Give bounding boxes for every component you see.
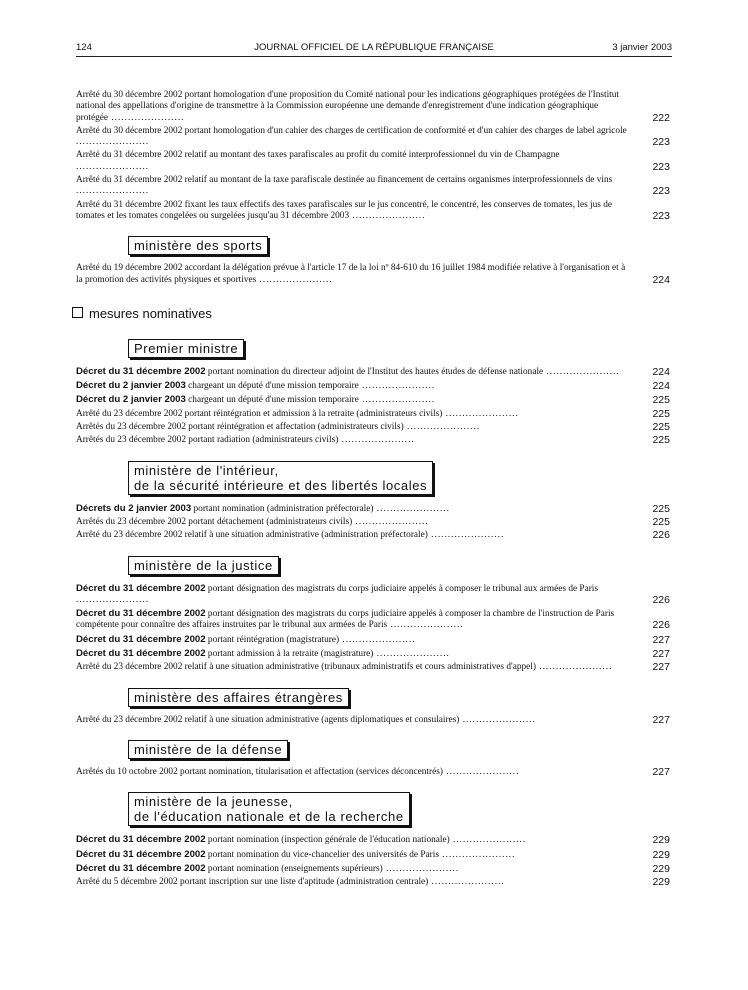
entry-text xyxy=(76,200,628,223)
entry-act-title: Décret du 31 décembre 2002 xyxy=(76,633,206,645)
entry-text xyxy=(76,263,628,286)
entry-act-title: Décret du 31 décembre 2002 xyxy=(76,848,206,860)
entry-text xyxy=(76,150,628,173)
entry-act-title: Décrets du 2 janvier 2003 xyxy=(76,502,192,514)
entry-description: portant désignation des magistrats du corps judiciaire appelés à composer la chambre de l'instruction de Paris compétente pour connaître des affaires instruites par le tribunal aux armées de Paris xyxy=(76,609,615,631)
entry-text xyxy=(76,648,628,660)
dot-leader: ...................... xyxy=(358,395,436,406)
entry-text xyxy=(76,394,628,406)
entry-description: portant nomination (administration préfectorale) xyxy=(191,503,374,514)
entry-description: chargeant un député d'une mission temporaire xyxy=(185,395,359,406)
entry-description: Arrêté du 23 décembre 2002 portant réintégration et admission à la retraite (administrateurs civils) xyxy=(76,408,443,419)
ministry-heading xyxy=(128,740,288,759)
entry-text xyxy=(76,435,628,446)
entry-page-number: 223 xyxy=(652,136,670,149)
entry-page-number: 225 xyxy=(652,515,670,528)
entry-description: Arrêté du 23 décembre 2002 relatif à une situation administrative (administration préfectorale) xyxy=(76,530,428,541)
toc-entry[interactable] xyxy=(76,175,678,198)
dot-leader: ...................... xyxy=(352,516,429,527)
entry-description: Arrêté du 31 décembre 2002 relatif au montant de la taxe parafiscale destinée au financement de certains organismes interprofessionnels de vins xyxy=(76,175,613,186)
entry-page-number: 225 xyxy=(652,502,670,515)
entry-act-title: Décret du 2 janvier 2003 xyxy=(76,380,186,392)
entry-description: Arrêté du 31 décembre 2002 relatif au montant des taxes parafiscales au profit du comité interprofessionnel du vin de Champagne xyxy=(76,150,560,161)
entry-act-title: Décret du 31 décembre 2002 xyxy=(76,862,206,874)
dot-leader: ...................... xyxy=(543,366,620,377)
dot-leader: ...................... xyxy=(438,849,516,860)
entry-page-number: 222 xyxy=(652,111,670,124)
dot-leader: ...................... xyxy=(442,766,520,777)
entry-text xyxy=(76,517,628,528)
entry-page-number: 226 xyxy=(652,529,670,542)
dot-leader: ...................... xyxy=(427,530,505,541)
dot-leader: ...................... xyxy=(76,186,150,197)
dot-leader: ...................... xyxy=(256,274,333,285)
entry-act-title: Décret du 31 décembre 2002 xyxy=(76,648,206,660)
journal-title: JOURNAL OFFICIEL DE LA RÉPUBLIQUE FRANÇAISE xyxy=(254,42,494,53)
toc-entry[interactable] xyxy=(76,715,678,726)
dot-leader: ...................... xyxy=(76,161,150,172)
toc-entry[interactable] xyxy=(76,263,678,286)
entry-text xyxy=(76,422,628,433)
toc-entry[interactable] xyxy=(76,877,678,888)
toc-entry[interactable] xyxy=(76,435,678,446)
page-number: 124 xyxy=(76,42,92,53)
entry-act-title: Décret du 2 janvier 2003 xyxy=(76,394,186,406)
ministry-section xyxy=(76,676,678,726)
entry-text xyxy=(76,409,628,420)
entry-text xyxy=(76,863,628,875)
toc-entry[interactable] xyxy=(76,90,678,124)
ministry-heading-line: ministère de l'intérieur, xyxy=(134,462,279,478)
entry-description: Arrêté du 30 décembre 2002 portant homologation d'un cahier des charges de certification de conformité et d'un cahier des charges de label agricole xyxy=(76,125,627,136)
entry-description: Arrêté du 23 décembre 2002 relatif à une situation administrative (agents diplomatiques et consulaires) xyxy=(76,714,460,725)
entry-description: Arrêtés du 10 octobre 2002 portant nomination, titularisation et affectation (services déconcentrés) xyxy=(76,766,443,777)
entry-page-number: 229 xyxy=(652,848,670,861)
toc-entry[interactable] xyxy=(76,530,678,541)
entry-page-number: 227 xyxy=(652,713,670,726)
entry-text xyxy=(76,530,628,541)
entry-text xyxy=(76,767,628,778)
entry-page-number: 227 xyxy=(652,648,670,661)
dot-leader: ...................... xyxy=(449,835,527,846)
entry-description: Arrêté du 30 décembre 2002 portant homologation d'une proposition du Comité national pour les indications géographiques protégées de l'Institut national des appellations d'origine de transmettre à la Commission européenne une demande d'enregistrement d'une indication géographique protégée xyxy=(76,90,619,123)
toc-entry[interactable] xyxy=(76,422,678,433)
entry-page-number: 224 xyxy=(652,273,670,286)
entry-text xyxy=(76,877,628,888)
entry-page-number: 224 xyxy=(652,380,670,393)
entry-description: portant désignation des magistrats du corps judiciaire appelés à composer le tribunal aux armées de Paris xyxy=(205,583,599,594)
entry-act-title: Décret du 31 décembre 2002 xyxy=(76,608,206,620)
entry-description: Arrêté du 31 décembre 2002 fixant les taux effectifs des taxes parafiscales sur le jus concentré, le concentré, les conserves de tomates, les jus de tomates et les tomates congelées ou surgelées jusqu'au 31 décembre 2003 xyxy=(76,199,613,221)
issue-date: 3 janvier 2003 xyxy=(612,42,672,53)
entry-page-number: 229 xyxy=(652,876,670,889)
toc-entry[interactable] xyxy=(76,849,678,861)
dot-leader: ...................... xyxy=(338,435,415,446)
entry-description: Arrêté du 19 décembre 2002 accordant la délégation prévue à l'article 17 de la loi nº 84-610 du 16 juillet 1984 modifiée relative à l'organisation et à la promotion des activités physiques et sportives xyxy=(76,263,626,285)
ministry-section xyxy=(76,449,678,542)
entry-page-number: 223 xyxy=(652,209,670,222)
mesures-nominatives-heading xyxy=(72,306,678,321)
toc-entry[interactable] xyxy=(76,834,678,846)
entry-page-number: 225 xyxy=(652,434,670,447)
entry-description: portant réintégration (magistrature) xyxy=(205,634,340,645)
dot-leader: ...................... xyxy=(358,381,436,392)
ministry-heading-line: ministère des affaires étrangères xyxy=(134,689,343,705)
ministry-heading xyxy=(128,236,268,255)
entry-page-number: 226 xyxy=(652,593,670,606)
dot-leader: ...................... xyxy=(373,503,450,514)
entry-page-number: 225 xyxy=(652,407,670,420)
entry-description: portant nomination (inspection générale de l'éducation nationale) xyxy=(205,835,450,846)
dot-leader: ...................... xyxy=(403,422,481,433)
toc-entry[interactable] xyxy=(76,126,678,149)
dot-leader: ...................... xyxy=(339,634,416,645)
entry-description: portant nomination du directeur adjoint de l'Institut des hautes études de défense nationale xyxy=(205,366,544,377)
ministry-section xyxy=(76,728,678,778)
entry-text xyxy=(76,715,628,726)
dot-leader: ...................... xyxy=(382,863,460,874)
entry-description: Arrêtés du 23 décembre 2002 portant radiation (administrateurs civils) xyxy=(76,435,339,446)
ministry-section xyxy=(76,780,678,888)
entry-text xyxy=(76,126,628,149)
ministry-heading-line: ministère de la défense xyxy=(134,741,283,757)
dot-leader: ...................... xyxy=(459,714,536,725)
ministry-heading xyxy=(128,556,279,575)
toc-entry[interactable] xyxy=(76,608,678,632)
entry-description: portant nomination (enseignements supérieurs) xyxy=(205,863,383,874)
entry-description: chargeant un député d'une mission temporaire xyxy=(185,381,359,392)
entry-text xyxy=(76,90,628,124)
entry-text xyxy=(76,849,628,861)
entry-page-number: 224 xyxy=(652,365,670,378)
checkbox-square-icon xyxy=(72,307,83,318)
entry-text xyxy=(76,380,628,392)
ministry-section xyxy=(76,224,678,286)
ministry-heading-line: de l'éducation nationale et de la recherche xyxy=(134,809,404,825)
dot-leader: ...................... xyxy=(442,408,519,419)
entry-page-number: 225 xyxy=(652,421,670,434)
toc-entry[interactable] xyxy=(76,503,678,515)
entry-page-number: 227 xyxy=(652,661,670,674)
entry-page-number: 223 xyxy=(652,185,670,198)
entry-description: Arrêtés du 23 décembre 2002 portant détachement (administrateurs civils) xyxy=(76,516,353,527)
ministry-heading-line: ministère des sports xyxy=(134,238,263,254)
mesures-nominatives-label: mesures nominatives xyxy=(89,305,212,321)
toc-entry[interactable] xyxy=(76,583,678,607)
dot-leader: ...................... xyxy=(108,112,185,123)
ministry-heading xyxy=(128,461,433,495)
entry-act-title: Décret du 31 décembre 2002 xyxy=(76,365,206,377)
toc-entry[interactable] xyxy=(76,380,678,392)
page-header xyxy=(76,42,672,58)
ministry-section xyxy=(76,544,678,674)
entry-page-number: 223 xyxy=(652,160,670,173)
toc-entry[interactable] xyxy=(76,517,678,528)
entry-page-number: 225 xyxy=(652,394,670,407)
toc-entry[interactable] xyxy=(76,366,678,378)
ministry-heading-line: Premier ministre xyxy=(134,340,239,356)
dot-leader: ...................... xyxy=(76,594,150,605)
entry-description: portant nomination du vice-chancelier des universités de Paris xyxy=(205,849,439,860)
ministry-heading-line: ministère de la justice xyxy=(134,557,273,573)
entry-act-title: Décret du 31 décembre 2002 xyxy=(76,834,206,846)
header-rule xyxy=(76,56,672,57)
entry-page-number: 226 xyxy=(652,619,670,632)
entry-text xyxy=(76,503,628,515)
entry-text xyxy=(76,175,628,198)
dot-leader: ...................... xyxy=(387,620,464,631)
entry-text xyxy=(76,634,628,646)
entry-page-number: 227 xyxy=(652,765,670,778)
dot-leader: ...................... xyxy=(373,649,450,660)
entry-description: Arrêtés du 23 décembre 2002 portant réintégration et affectation (administrateurs civils) xyxy=(76,422,404,433)
entry-page-number: 229 xyxy=(652,834,670,847)
ministry-heading xyxy=(128,688,349,707)
toc-entry[interactable] xyxy=(76,150,678,173)
toc-entry[interactable] xyxy=(76,648,678,660)
table-of-contents xyxy=(76,90,678,890)
entry-page-number: 227 xyxy=(652,633,670,646)
toc-entry[interactable] xyxy=(76,662,678,673)
entry-act-title: Décret du 31 décembre 2002 xyxy=(76,582,206,594)
dot-leader: ...................... xyxy=(535,662,613,673)
ministry-heading xyxy=(128,339,244,358)
dot-leader: ...................... xyxy=(76,137,150,148)
toc-entry[interactable] xyxy=(76,863,678,875)
entry-text xyxy=(76,366,628,378)
toc-entry[interactable] xyxy=(76,767,678,778)
toc-entry[interactable] xyxy=(76,634,678,646)
ministry-heading-line: de la sécurité intérieure et des libertés locales xyxy=(134,477,428,493)
entry-text xyxy=(76,583,628,607)
entry-description: portant admission à la retraite (magistrature) xyxy=(205,649,374,660)
entry-description: Arrêté du 5 décembre 2002 portant inscription sur une liste d'aptitude (administration centrale) xyxy=(76,877,429,888)
entry-page-number: 229 xyxy=(652,862,670,875)
dot-leader: ...................... xyxy=(349,210,426,221)
entry-description: Arrêté du 23 décembre 2002 relatif à une situation administrative (tribunaux administratifs et cours administratives d'appel) xyxy=(76,662,536,673)
entry-text xyxy=(76,608,628,632)
ministry-heading xyxy=(128,792,410,826)
ministry-section xyxy=(76,327,678,447)
entry-text xyxy=(76,834,628,846)
toc-entry[interactable] xyxy=(76,409,678,420)
ministry-heading-line: ministère de la jeunesse, xyxy=(134,794,293,810)
dot-leader: ...................... xyxy=(428,877,505,888)
toc-entry[interactable] xyxy=(76,394,678,406)
toc-entry[interactable] xyxy=(76,200,678,223)
entry-text xyxy=(76,662,628,673)
